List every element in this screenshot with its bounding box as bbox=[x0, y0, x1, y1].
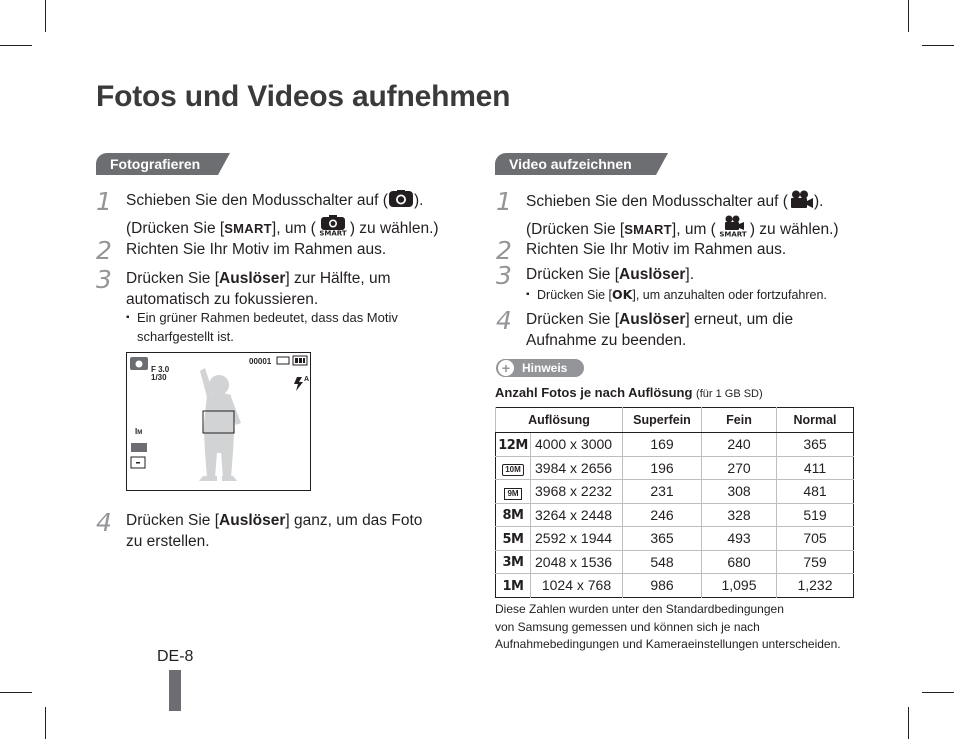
shot-counter: 00001 bbox=[249, 357, 272, 366]
shutter-button-label: Auslöser bbox=[219, 512, 286, 529]
step-text: (Drücken Sie [ bbox=[126, 220, 225, 237]
shutter-button-label: Auslöser bbox=[219, 270, 286, 287]
step-text: ], um ( bbox=[671, 221, 716, 238]
step-text: ). bbox=[813, 193, 824, 210]
superfine-count: 231 bbox=[623, 480, 702, 504]
fine-count: 270 bbox=[702, 456, 777, 480]
footnote-text: Aufnahmebedingungen und Kameraeinstellungen unterscheiden. bbox=[495, 637, 841, 651]
section-tab-label: Fotografieren bbox=[110, 156, 201, 172]
resolution-value: 4000 x 3000 bbox=[531, 433, 623, 457]
resolution-value: 2592 x 1944 bbox=[531, 527, 623, 551]
resolution-value: 3968 x 2232 bbox=[531, 480, 623, 504]
smart-auto-camera-icon bbox=[316, 214, 350, 242]
aperture-value: F 3.0 bbox=[151, 365, 170, 374]
normal-count: 519 bbox=[777, 503, 854, 527]
page-number: DE-8 bbox=[157, 648, 194, 665]
table-title bbox=[495, 385, 763, 400]
section-tab-label: Video aufzeichnen bbox=[509, 156, 632, 172]
step-text: (Drücken Sie [ bbox=[526, 221, 625, 238]
step-text: zu erstellen. bbox=[126, 533, 210, 550]
fine-count: 1,095 bbox=[702, 574, 777, 598]
normal-count: 1,232 bbox=[777, 574, 854, 598]
step-text: ). bbox=[413, 192, 424, 209]
resolution-value: 2048 x 1536 bbox=[531, 550, 623, 574]
fine-count: 308 bbox=[702, 480, 777, 504]
section-tab-photo bbox=[96, 153, 218, 175]
video-step-2: Richten Sie Ihr Motiv im Rahmen aus. bbox=[526, 241, 787, 258]
table-header-row bbox=[496, 408, 854, 433]
step-text: Drücken Sie [ bbox=[526, 266, 620, 283]
hinweis-label: Hinweis bbox=[522, 361, 568, 375]
column-header: Fein bbox=[702, 408, 777, 433]
ok-button-label: OK bbox=[612, 287, 633, 302]
normal-count: 481 bbox=[777, 480, 854, 504]
crop-mark bbox=[45, 707, 46, 739]
resolution-indicator: IM bbox=[135, 427, 143, 436]
superfine-count: 169 bbox=[623, 433, 702, 457]
footnote-text: von Samsung gemessen und können sich je nach bbox=[495, 619, 760, 634]
step-text: Drücken Sie [ bbox=[126, 512, 220, 529]
note-text: ], um anzuhalten oder fortzufahren. bbox=[632, 288, 827, 302]
resolution-value: 3264 x 2448 bbox=[531, 503, 623, 527]
photo-step-4 bbox=[126, 510, 456, 552]
normal-count: 705 bbox=[777, 527, 854, 551]
crop-mark bbox=[45, 0, 46, 32]
photo-step-3-note bbox=[126, 308, 457, 346]
resolution-icon: 5M bbox=[496, 527, 531, 551]
superfine-count: 365 bbox=[623, 527, 702, 551]
footnote-text: Diese Zahlen wurden unter den Standardbedingungen bbox=[495, 602, 784, 616]
step-number: 3 bbox=[496, 261, 512, 290]
step-number: 1 bbox=[96, 187, 112, 216]
table-row bbox=[496, 574, 854, 598]
video-step-3-note bbox=[526, 285, 897, 305]
superfine-count: 986 bbox=[623, 574, 702, 598]
superfine-count: 196 bbox=[623, 456, 702, 480]
table-title-text: Anzahl Fotos je nach Auflösung bbox=[495, 385, 693, 400]
crop-mark bbox=[0, 692, 32, 693]
shutter-button-label: Auslöser bbox=[619, 311, 686, 328]
step-number: 4 bbox=[496, 306, 512, 335]
video-step-3 bbox=[526, 264, 694, 285]
step-text: ) zu wählen.) bbox=[749, 221, 839, 238]
normal-count: 411 bbox=[777, 456, 854, 480]
fine-count: 493 bbox=[702, 527, 777, 551]
svg-text:SMART: SMART bbox=[719, 230, 747, 237]
crop-mark bbox=[922, 45, 954, 46]
step-text: ], um ( bbox=[271, 220, 316, 237]
step-text: Aufnahme zu beenden. bbox=[526, 332, 687, 349]
resolution-icon: 9M bbox=[496, 480, 531, 504]
fine-count: 680 bbox=[702, 550, 777, 574]
step-number: 1 bbox=[496, 187, 512, 216]
photo-step-3 bbox=[126, 268, 456, 310]
step-text: Drücken Sie [ bbox=[126, 270, 220, 287]
smart-button-label: SMART bbox=[224, 221, 272, 236]
note-text: Drücken Sie [ bbox=[537, 288, 613, 302]
normal-count: 365 bbox=[777, 433, 854, 457]
page-title: Fotos und Videos aufnehmen bbox=[96, 80, 511, 113]
superfine-count: 246 bbox=[623, 503, 702, 527]
table-subtitle: (für 1 GB SD) bbox=[696, 388, 763, 400]
smart-button-label: SMART bbox=[624, 222, 672, 237]
column-header: Normal bbox=[777, 408, 854, 433]
crop-mark bbox=[0, 45, 32, 46]
resolution-icon: 12M bbox=[498, 437, 528, 453]
resolution-icon: 3M bbox=[496, 550, 531, 574]
step-text: ]. bbox=[685, 266, 695, 283]
step-text: ] zur Hälfte, um bbox=[285, 270, 391, 287]
svg-text:SMART: SMART bbox=[319, 229, 347, 236]
resolution-value: 1024 x 768 bbox=[531, 574, 623, 598]
fine-count: 240 bbox=[702, 433, 777, 457]
step-text: Schieben Sie den Modusschalter auf ( bbox=[526, 193, 788, 210]
step-number: 2 bbox=[496, 236, 512, 265]
table-row bbox=[496, 550, 854, 574]
resolution-icon: 10M bbox=[496, 456, 531, 480]
plus-icon: + bbox=[498, 360, 514, 376]
table-row bbox=[496, 456, 854, 480]
table-row bbox=[496, 503, 854, 527]
step-text: Schieben Sie den Modusschalter auf ( bbox=[126, 192, 388, 209]
camera-viewfinder bbox=[126, 352, 311, 491]
shutter-button-label: Auslöser bbox=[619, 266, 686, 283]
photo-step-2: Richten Sie Ihr Motiv im Rahmen aus. bbox=[126, 241, 387, 258]
step-text: ] erneut, um die bbox=[685, 311, 794, 328]
photo-step-1 bbox=[126, 190, 456, 242]
table-row bbox=[496, 527, 854, 551]
column-header: Auflösung bbox=[496, 408, 623, 433]
flash-mode: A bbox=[304, 376, 310, 383]
crop-mark bbox=[908, 707, 909, 739]
step-text: automatisch zu fokussieren. bbox=[126, 291, 319, 308]
step-text: ] ganz, um das Foto bbox=[285, 512, 423, 529]
step-text: Drücken Sie [ bbox=[526, 311, 620, 328]
step-number: 4 bbox=[96, 508, 112, 537]
column-header: Superfein bbox=[623, 408, 702, 433]
step-number: 3 bbox=[96, 265, 112, 294]
normal-count: 759 bbox=[777, 550, 854, 574]
resolution-icon: 8M bbox=[496, 503, 531, 527]
video-step-1 bbox=[526, 190, 866, 243]
fine-count: 328 bbox=[702, 503, 777, 527]
camera-icon bbox=[388, 190, 414, 214]
resolution-value: 3984 x 2656 bbox=[531, 456, 623, 480]
table-row bbox=[496, 433, 854, 457]
video-camera-icon bbox=[788, 190, 814, 215]
hinweis-badge bbox=[496, 359, 584, 377]
crop-mark bbox=[908, 0, 909, 32]
video-step-4 bbox=[526, 309, 856, 351]
section-tab-video bbox=[495, 153, 656, 175]
superfine-count: 548 bbox=[623, 550, 702, 574]
resolution-icon: 1M bbox=[496, 574, 531, 598]
note-text: Ein grüner Rahmen bedeutet, dass das Motiv bbox=[137, 310, 398, 325]
shutter-speed-value: 1/30 bbox=[151, 373, 167, 382]
table-row bbox=[496, 480, 854, 504]
resolution-table bbox=[495, 407, 854, 598]
step-text: ) zu wählen.) bbox=[349, 220, 439, 237]
table-footnote bbox=[495, 601, 875, 654]
crop-mark bbox=[922, 692, 954, 693]
page-tab-marker bbox=[169, 670, 181, 711]
step-number: 2 bbox=[96, 236, 112, 265]
note-text: scharfgestellt ist. bbox=[137, 329, 234, 344]
